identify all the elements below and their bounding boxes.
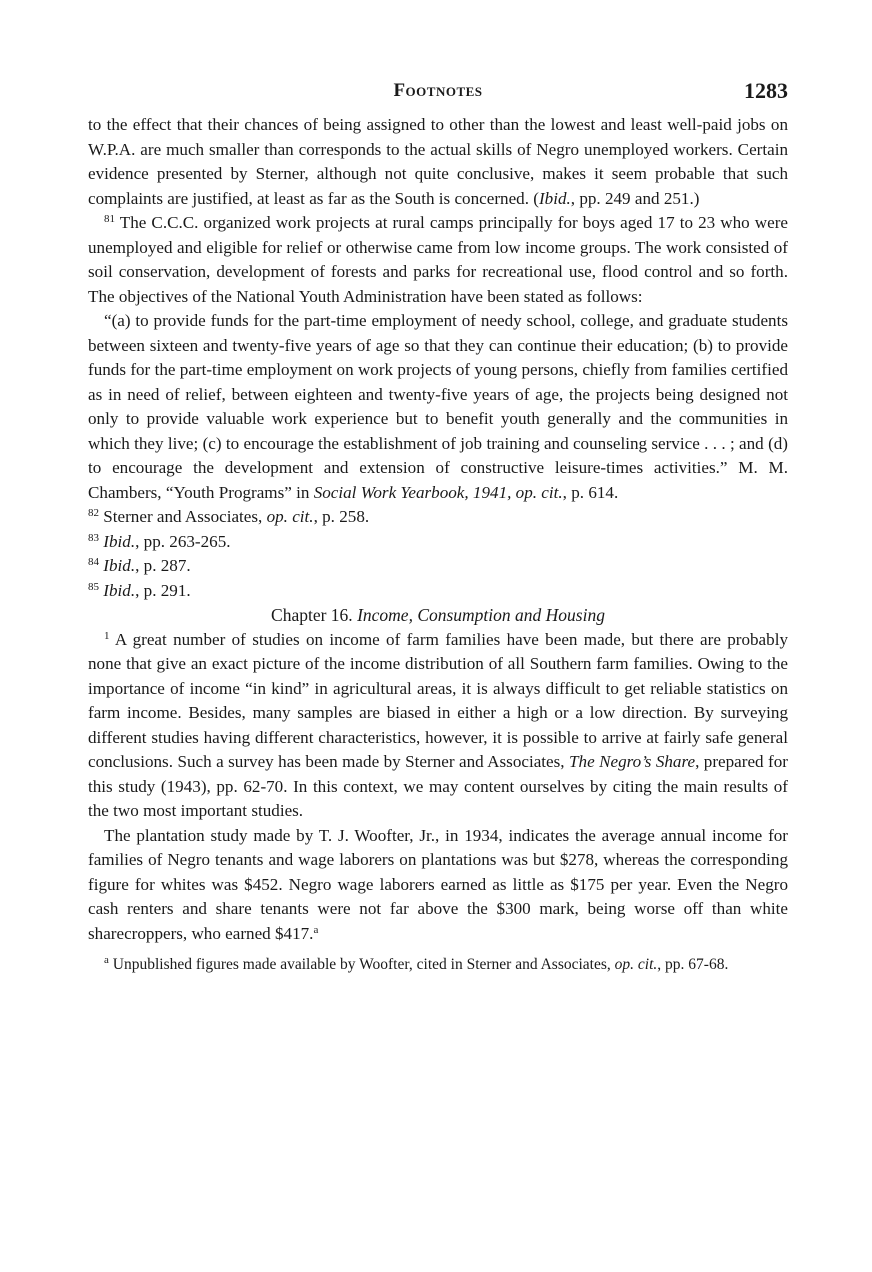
page-body: [88, 113, 788, 975]
note-82: $^{82}$ Sterner and Associates, op. cit., p. 258.: [88, 507, 370, 526]
note-number: 81: [104, 213, 115, 225]
plantation-study-paragraph: The plantation study made by T. J. Woofter, Jr., in 1934, indicates the average annual income for families of Negro tenants and wage laborers on plantations was but $278, whereas the corresponding figure for whites was $452. Negro wage laborers earned as little as $175 per year. Even the Negro cash renters and share tenants were not far above the $300 mark, being worse off than white sharecroppers, who earned $417.$^a$: [88, 825, 788, 943]
note-85: $^{85}$ Ibid., p. 291.: [88, 580, 191, 600]
footnote-a: $^a$ Unpublished figures made available by Woofter, cited in Sterner and Associates, op. cit., pp. 67-68.: [104, 954, 729, 973]
continued-note-paragraph: to the effect that their chances of being assigned to other than the lowest and least well-paid jobs on W.P.A. are much smaller than corresponds to the actual skills of Negro unemployed workers. Certain evidence presented by Sterner, although not quite conclusive, makes it seem probable that such complaints are justified, at least as far as the South is concerned. (Ibid., pp. 249 and 251.): [88, 115, 788, 208]
note-1: $^1$ A great number of studies on income of farm families have been made, but there are probably none that give an exact picture of the income distribution of all Southern farm families. Owing to the importance of income “in kind” in agricultural areas, it is always difficult to get reliable statistics on farm income. Besides, many samples are biased in either a high or a low direction. By surveying different studies having different characteristics, however, it is possible to arrive at fairly safe general conclusions. Such a survey has been made by Sterner and Associates, The Negro’s Share, prepared for this study (1943), pp. 62-70. In this context, we may content ourselves by citing the main results of the two most important studies.: [88, 629, 788, 820]
page-number: 1283: [744, 78, 788, 103]
running-title: Footnotes: [393, 80, 483, 101]
note-83: $^{83}$ Ibid., pp. 263-265.: [88, 531, 231, 551]
page-header: [88, 78, 788, 108]
nya-quotation: “(a) to provide funds for the part-time employment of needy school, college, and graduate students between sixteen and twenty-five years of age so that they can continue their education; (b) to provide funds for the part-time employment on work projects of young persons, chiefly from families certified as in need of relief, between eighteen and twenty-five years of age, the projects being designed not only to provide valuable work experience but to benefit youth generally and the communities in which they live; (c) to encourage the establishment of job training and counseling service . . . ; and (d) to encourage the development and extension of constructive leisure-times activities.” M. M. Chambers, “Youth Programs” in Social Work Yearbook, 1941, op. cit., p. 614.: [88, 311, 788, 502]
footnote-mark: a: [313, 923, 319, 936]
note-84: $^{84}$ Ibid., p. 287.: [88, 556, 191, 575]
chapter-heading: Chapter 16. Income, Consumption and Housing: [271, 605, 605, 625]
note-81: $^{81}$ The C.C.C. organized work projects at rural camps principally for boys aged 17 to 23 who were unemployed and eligible for relief or otherwise came from low income groups. The work consisted of soil conservation, development of forests and parks for recreational use, flood control and so forth. The objectives of the National Youth Administration have been stated as follows:: [88, 213, 788, 306]
